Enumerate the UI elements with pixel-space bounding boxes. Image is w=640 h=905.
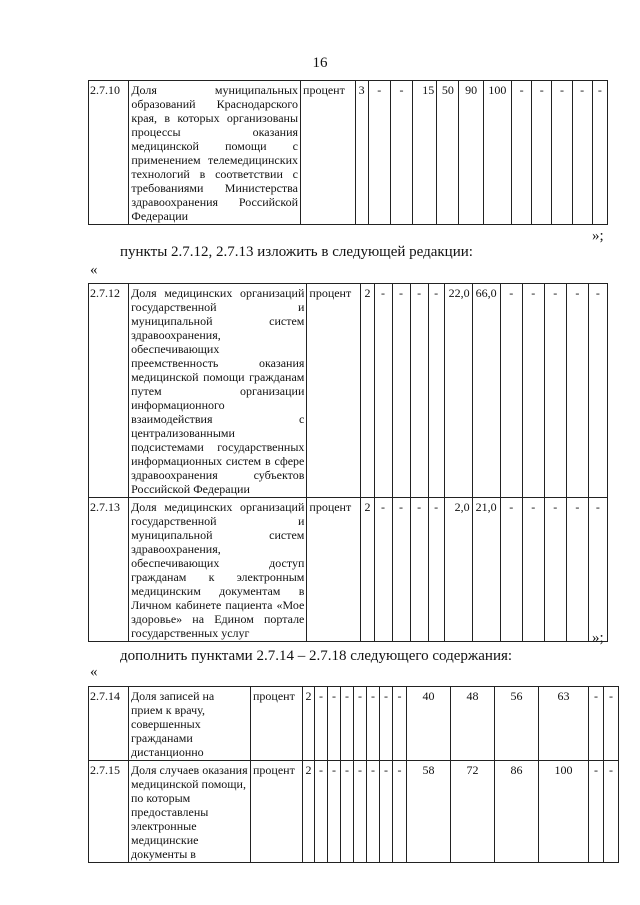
table-2: [88, 283, 608, 642]
value-cell: -: [367, 687, 380, 761]
value-cell: -: [374, 284, 392, 498]
amendment-paragraph: дополнить пунктами 2.7.14 – 2.7.18 следующего содержания:: [120, 648, 513, 664]
value-cell: -: [328, 761, 341, 863]
value-cell: -: [544, 498, 566, 642]
value-cell: -: [522, 498, 544, 642]
value-cell: -: [354, 687, 367, 761]
value-cell: -: [392, 498, 410, 642]
value-cell: -: [341, 761, 354, 863]
value-cell: -: [572, 81, 592, 225]
value-cell: 58: [407, 761, 451, 863]
unit-cell: процент: [251, 687, 303, 761]
row-number: 2.7.15: [89, 761, 129, 863]
value-cell: -: [428, 498, 444, 642]
unit-cell: процент: [307, 284, 361, 498]
value-cell: 100: [483, 81, 511, 225]
value-cell: -: [500, 498, 522, 642]
value-cell: 2,0: [444, 498, 472, 642]
value-cell: 40: [407, 687, 451, 761]
amendment-paragraph: пункты 2.7.12, 2.7.13 изложить в следующей редакции:: [120, 244, 473, 260]
value-cell: -: [368, 81, 390, 225]
value-cell: -: [552, 81, 572, 225]
value-cell: -: [367, 761, 380, 863]
table-row: [89, 687, 619, 761]
row-number: 2.7.12: [89, 284, 129, 498]
value-cell: -: [315, 761, 328, 863]
value-cell: -: [589, 761, 604, 863]
value-cell: 90: [459, 81, 483, 225]
value-cell: -: [380, 687, 393, 761]
indicator-description: Доля муниципальных образований Краснодарского края, в которых организованы процессы оказания медицинской помощи с применением телемедицинских технологий в соответствии с требованиями Министерства здравоохранения Российской Федерации: [129, 81, 301, 225]
value-cell: -: [532, 81, 552, 225]
closing-quote: »;: [592, 228, 604, 244]
value-cell: 2: [303, 761, 315, 863]
table-row: [89, 761, 619, 863]
table-row: [89, 81, 608, 225]
value-cell: -: [588, 498, 607, 642]
value-cell: 2: [361, 498, 374, 642]
opening-quote: «: [90, 262, 98, 278]
opening-quote: «: [90, 664, 98, 680]
value-cell: -: [522, 284, 544, 498]
table-3: [88, 686, 619, 863]
unit-cell: процент: [251, 761, 303, 863]
value-cell: -: [566, 498, 588, 642]
row-number: 2.7.13: [89, 498, 129, 642]
indicator-description: Доля случаев оказания медицинской помощи, по которым предоставлены электронные медицинские документы в: [129, 761, 251, 863]
value-cell: -: [392, 284, 410, 498]
row-number: 2.7.14: [89, 687, 129, 761]
value-cell: -: [500, 284, 522, 498]
value-cell: -: [393, 761, 407, 863]
table-row: [89, 284, 608, 498]
value-cell: 56: [495, 687, 539, 761]
value-cell: -: [315, 687, 328, 761]
value-cell: -: [410, 498, 428, 642]
unit-cell: процент: [301, 81, 356, 225]
closing-quote: »;: [592, 630, 604, 646]
value-cell: 21,0: [472, 498, 500, 642]
value-cell: 66,0: [472, 284, 500, 498]
value-cell: -: [566, 284, 588, 498]
indicator-description: Доля записей на прием к врачу, совершенных гражданами дистанционно: [129, 687, 251, 761]
value-cell: -: [341, 687, 354, 761]
value-cell: -: [604, 687, 619, 761]
value-cell: -: [589, 687, 604, 761]
value-cell: 22,0: [444, 284, 472, 498]
value-cell: -: [390, 81, 412, 225]
value-cell: 48: [451, 687, 495, 761]
value-cell: 86: [495, 761, 539, 863]
value-cell: -: [588, 284, 607, 498]
value-cell: -: [354, 761, 367, 863]
value-cell: -: [511, 81, 531, 225]
value-cell: -: [380, 761, 393, 863]
page-number: 16: [312, 55, 328, 71]
value-cell: 2: [303, 687, 315, 761]
value-cell: 2: [361, 284, 374, 498]
value-cell: -: [428, 284, 444, 498]
value-cell: 15: [413, 81, 437, 225]
value-cell: -: [544, 284, 566, 498]
value-cell: 100: [539, 761, 589, 863]
indicator-description: Доля медицинских организаций государственной и муниципальной систем здравоохранения, обеспечивающих преемственность оказания медицинской помощи гражданам путем организации информационного взаимодействия с централизованными подсистемами государственных информационных систем в сфере здравоохранения субъектов Российской Федерации: [129, 284, 307, 498]
value-cell: -: [393, 687, 407, 761]
value-cell: 50: [437, 81, 459, 225]
table-row: [89, 498, 608, 642]
table-1: [88, 80, 608, 225]
value-cell: 3: [355, 81, 368, 225]
value-cell: -: [592, 81, 607, 225]
value-cell: -: [410, 284, 428, 498]
value-cell: -: [374, 498, 392, 642]
value-cell: 72: [451, 761, 495, 863]
value-cell: -: [604, 761, 619, 863]
value-cell: 63: [539, 687, 589, 761]
unit-cell: процент: [307, 498, 361, 642]
value-cell: -: [328, 687, 341, 761]
indicator-description: Доля медицинских организаций государственной и муниципальной систем здравоохранения, обеспечивающих доступ гражданам к электронным медицинским документам в Личном кабинете пациента «Мое здоровье» на Едином портале государственных услуг: [129, 498, 307, 642]
row-number: 2.7.10: [89, 81, 129, 225]
